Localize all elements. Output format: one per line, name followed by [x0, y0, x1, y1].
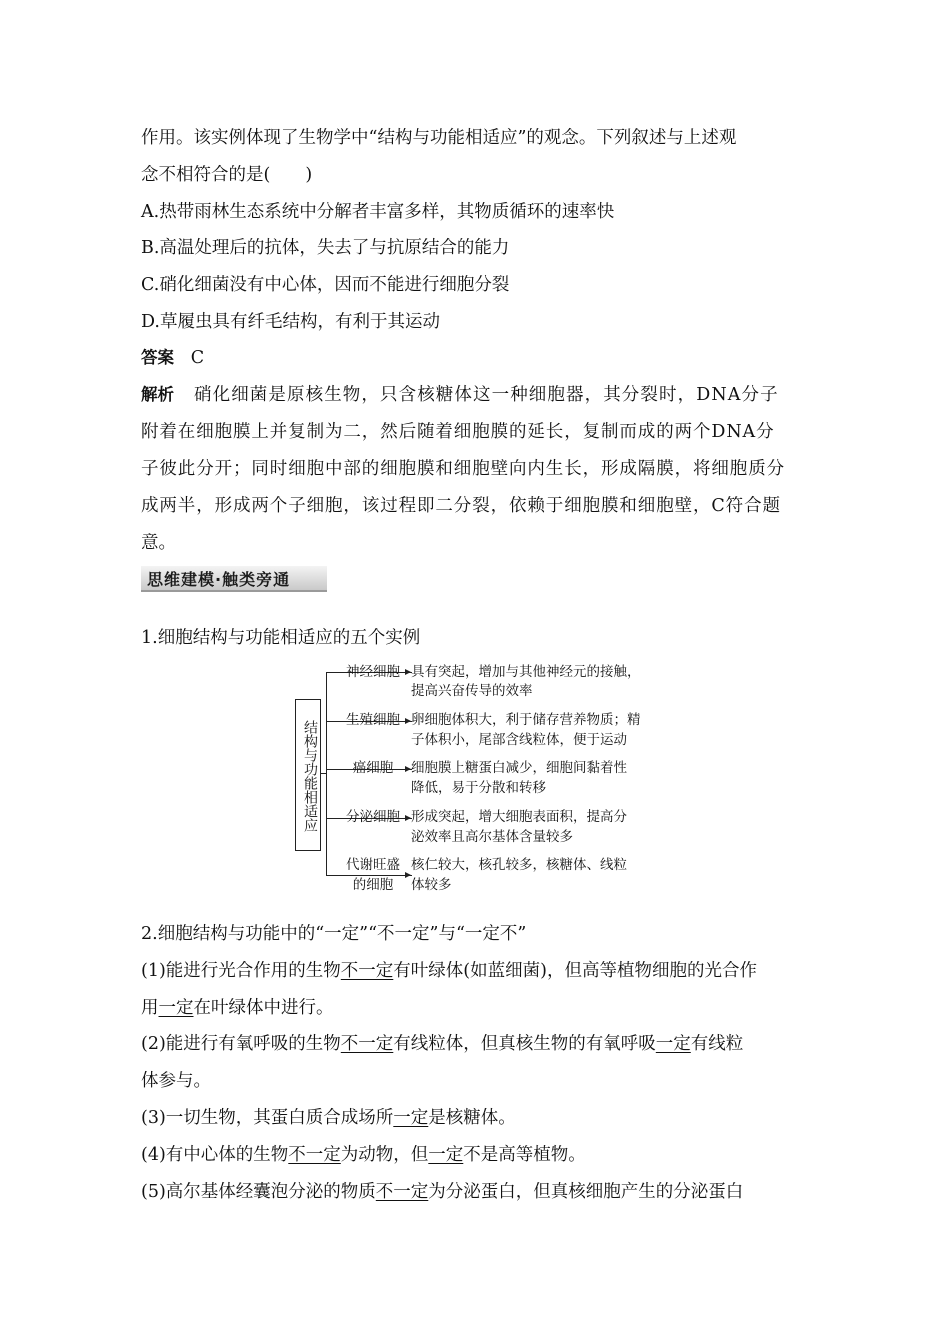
underlined-term: 不一定 [288, 1145, 341, 1165]
point-5 [141, 1180, 743, 1204]
point-4-text: (4)有中心体的生物 [141, 1145, 289, 1165]
point-2-line-1 [141, 1032, 743, 1056]
analysis-label: 解析 [141, 385, 174, 404]
question-line-2: 念不相符合的是( ) [141, 165, 313, 185]
analysis-text-1: 硝化细菌是原核生物，只含核糖体这一种细胞器，其分裂时，DNA分子 [194, 385, 779, 405]
underlined-term: 一定 [655, 1034, 691, 1054]
analysis-line-3: 子彼此分开；同时细胞中部的细胞膜和细胞壁向内生长，形成隔膜，将细胞质分 [141, 459, 785, 479]
desc-secretory-1: 形成突起，增大细胞表面积，提高分 [411, 809, 627, 825]
underlined-term: 不一定 [340, 961, 394, 981]
analysis-line-2: 附着在细胞膜上并复制为二，然后随着细胞膜的延长，复制而成的两个DNA分 [141, 422, 775, 442]
diagram-trunk [326, 672, 327, 875]
cell-type-neuron: 神经细胞 [346, 664, 400, 680]
point-4 [141, 1143, 586, 1167]
answer-value: C [190, 348, 205, 368]
cell-type-metabolic-2: 的细胞 [352, 877, 394, 893]
underlined-term: 一定 [428, 1145, 464, 1165]
desc-cancer-2: 降低，易于分散和转移 [411, 780, 546, 796]
point-2-text: (2)能进行有氧呼吸的生物 [141, 1034, 341, 1054]
point-3-text: (3)一切生物，其蛋白质合成场所 [141, 1108, 394, 1128]
analysis-line-5: 意。 [141, 533, 176, 553]
point-1-text: 用 [141, 998, 159, 1018]
option-d: D.草履虫具有纤毛结构，有利于其运动 [141, 312, 440, 332]
point-4-text: 为动物，但 [340, 1145, 429, 1165]
section1-title: 1.细胞结构与功能相适应的五个实例 [141, 628, 421, 648]
point-1-line-1 [141, 959, 757, 983]
banner-text: 思维建模·触类旁通 [147, 570, 291, 589]
underlined-term: 不一定 [375, 1182, 429, 1202]
desc-cancer-1: 细胞膜上糖蛋白减少，细胞间黏着性 [411, 760, 627, 776]
structure-function-diagram [295, 655, 675, 895]
section-banner [141, 566, 327, 592]
point-1-text: 有叶绿体(如蓝细菌)，但高等植物细胞的光合作 [393, 961, 757, 981]
cell-type-cancer: 癌细胞 [352, 760, 394, 776]
section2-title: 2.细胞结构与功能中的“一定”“不一定”与“一定不” [141, 924, 527, 944]
answer-label: 答案 [141, 348, 174, 367]
option-a: A.热带雨林生态系统中分解者丰富多样，其物质循环的速率快 [141, 202, 615, 222]
option-b: B.高温处理后的抗体，失去了与抗原结合的能力 [141, 238, 510, 258]
underlined-term: 不一定 [340, 1034, 394, 1054]
point-3-text: 是核糖体。 [428, 1108, 516, 1128]
desc-neuron-1: 具有突起，增加与其他神经元的接触， [411, 664, 641, 680]
analysis-line-1 [141, 383, 779, 407]
diagram-root-box [295, 699, 321, 851]
cell-type-germ: 生殖细胞 [346, 712, 400, 728]
desc-secretory-2: 泌效率且高尔基体含量较多 [411, 829, 573, 845]
point-5-text: 为分泌蛋白，但真核细胞产生的分泌蛋白 [428, 1182, 744, 1202]
underlined-term: 一定 [158, 998, 194, 1018]
cell-type-metabolic-1: 代谢旺盛 [346, 857, 400, 873]
point-2-line-2: 体参与。 [141, 1071, 211, 1091]
underlined-term: 一定 [393, 1108, 429, 1128]
answer-row [141, 346, 204, 370]
point-3 [141, 1106, 516, 1130]
point-1-line-2 [141, 996, 334, 1020]
desc-metabolic-2: 体较多 [411, 877, 452, 893]
option-c: C.硝化细菌没有中心体，因而不能进行细胞分裂 [141, 275, 510, 295]
desc-metabolic-1: 核仁较大，核孔较多，核糖体、线粒 [411, 857, 627, 873]
point-4-text: 不是高等植物。 [463, 1145, 586, 1165]
desc-neuron-2: 提高兴奋传导的效率 [411, 683, 533, 699]
point-2-text: 有线粒体，但真核生物的有氧呼吸 [393, 1034, 656, 1054]
point-1-text: 在叶绿体中进行。 [193, 998, 334, 1018]
cell-type-secretory: 分泌细胞 [346, 809, 400, 825]
point-2-text: 有线粒 [690, 1034, 744, 1054]
desc-germ-1: 卵细胞体积大，利于储存营养物质；精 [411, 712, 641, 728]
point-1-text: (1)能进行光合作用的生物 [141, 961, 341, 981]
desc-germ-2: 子体积小，尾部含线粒体，便于运动 [411, 732, 627, 748]
diagram-root-label: 结构与功能相适应 [302, 720, 318, 832]
point-5-text: (5)高尔基体经囊泡分泌的物质 [141, 1182, 376, 1202]
question-line-1: 作用。该实例体现了生物学中“结构与功能相适应”的观念。下列叙述与上述观 [141, 128, 737, 148]
analysis-line-4: 成两半，形成两个子细胞，该过程即二分裂，依赖于细胞膜和细胞壁，C符合题 [141, 496, 781, 516]
